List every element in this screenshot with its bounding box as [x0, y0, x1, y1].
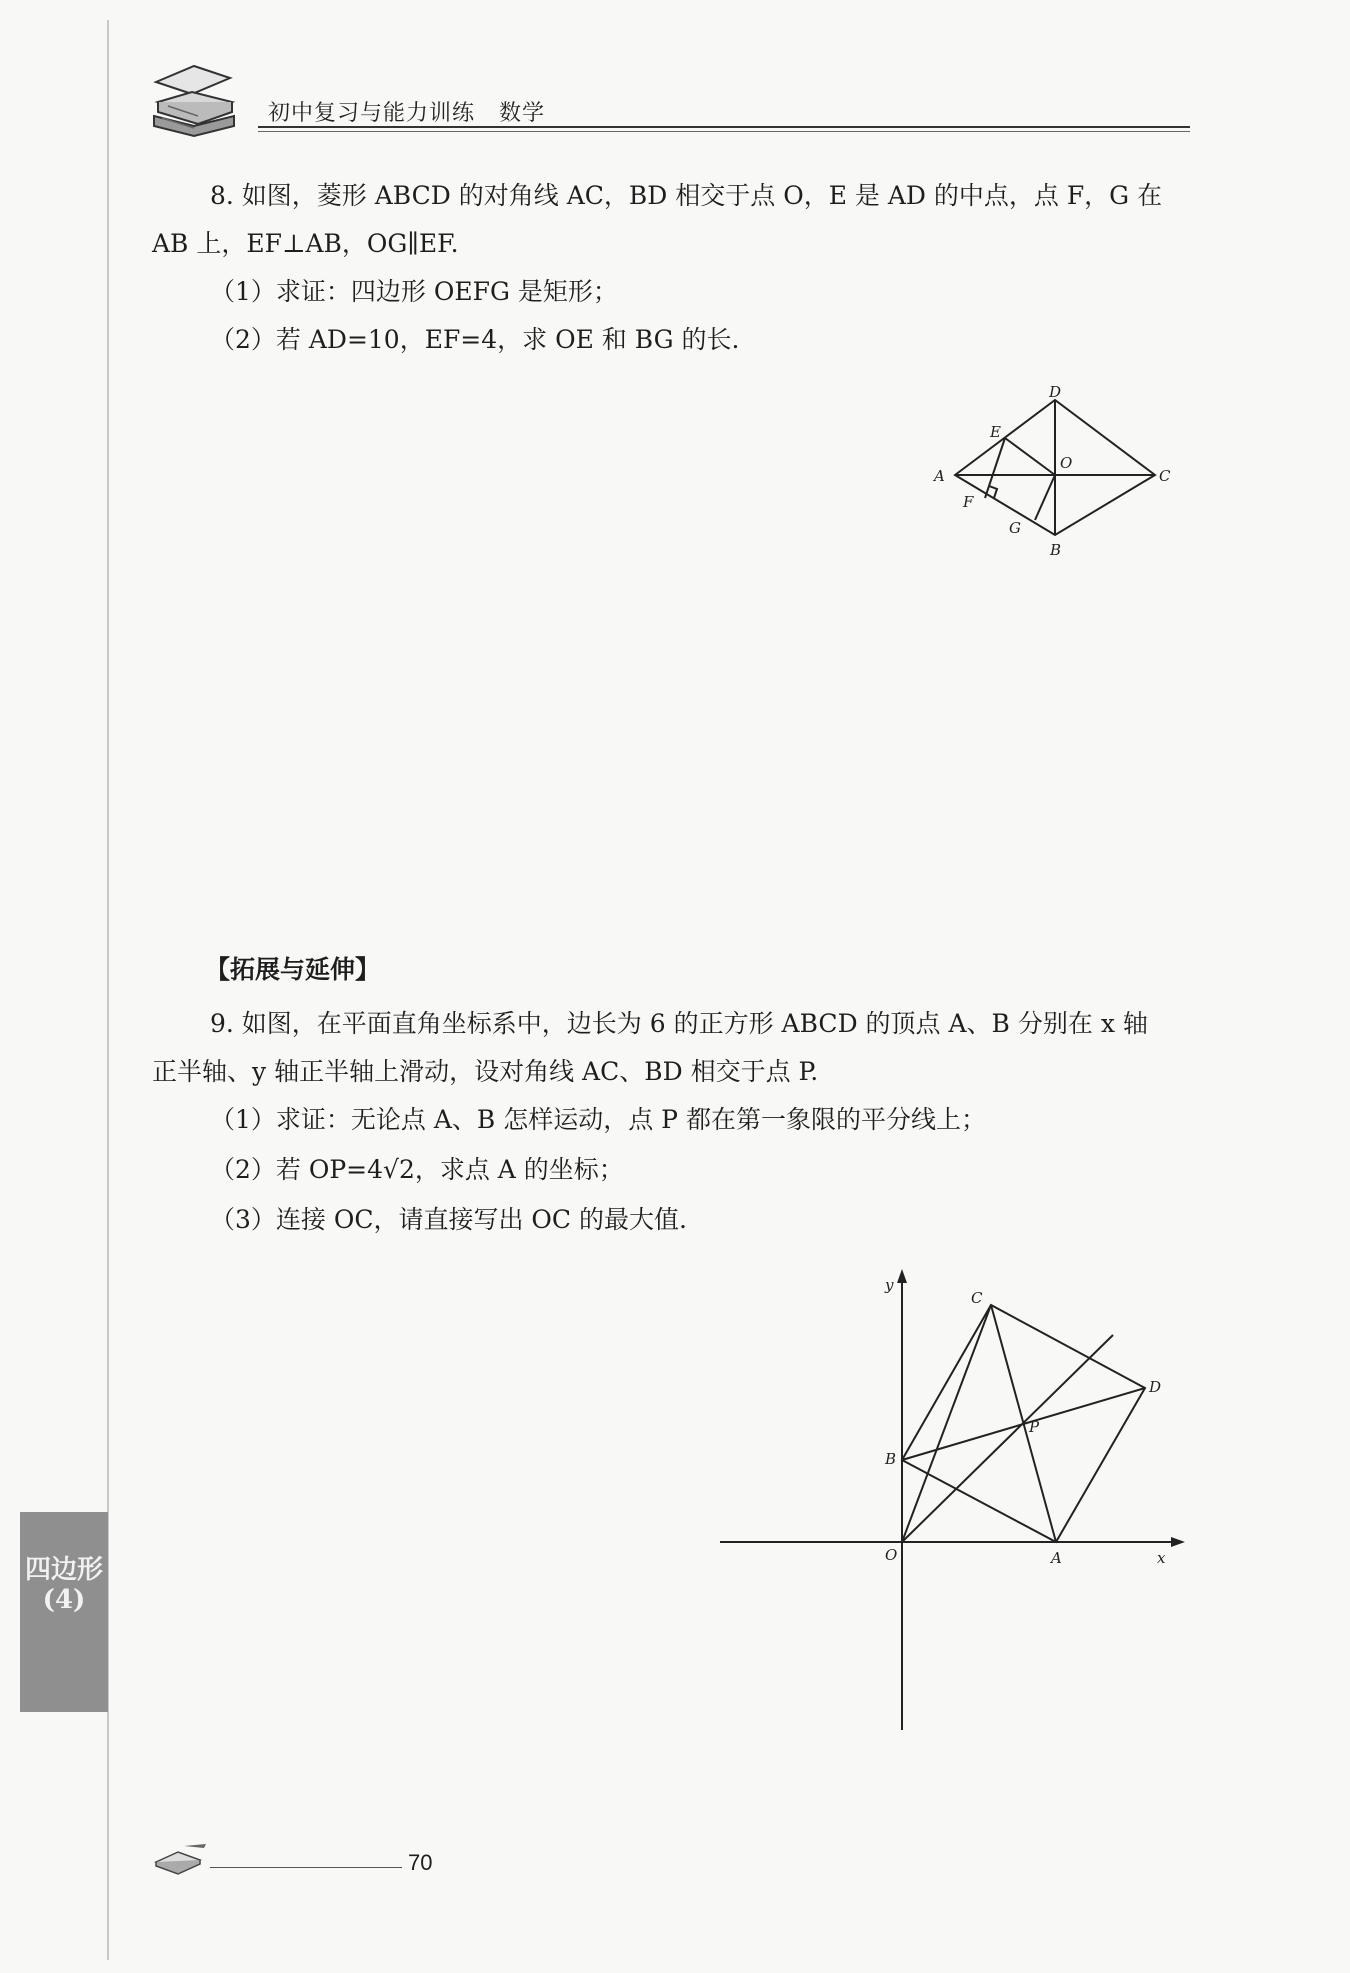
- label-O: O: [1060, 454, 1073, 472]
- label-E: E: [990, 423, 1001, 441]
- label-P: P: [1029, 1418, 1040, 1436]
- label-B: B: [1050, 541, 1062, 559]
- header-rule-thin: [258, 131, 1190, 132]
- books-icon: [148, 58, 238, 140]
- header-rule: [258, 126, 1190, 128]
- label-B: B: [885, 1450, 897, 1468]
- footer-rule: [210, 1867, 402, 1868]
- problem8-question1: （1）求证：四边形 OEFG 是矩形；: [210, 277, 618, 306]
- section-title: 【拓展与延伸】: [205, 955, 381, 984]
- label-F: F: [963, 493, 974, 511]
- label-G: G: [1009, 519, 1021, 537]
- book-pen-icon: [150, 1842, 210, 1876]
- problem8-question2: （2）若 AD=10，EF=4，求 OE 和 BG 的长.: [210, 325, 740, 354]
- problem8-line2: AB 上，EF⊥AB，OG∥EF.: [152, 229, 459, 258]
- subject-label: 数学: [499, 101, 546, 126]
- rhombus-figure: [930, 385, 1180, 565]
- label-x-axis: x: [1157, 1549, 1166, 1567]
- book-title: 初中复习与能力训练 数学: [268, 101, 546, 126]
- problem9-line1: 9. 如图，在平面直角坐标系中，边长为 6 的正方形 ABCD 的顶点 A、B 分别在 x 轴: [210, 1009, 1148, 1038]
- problem9-question1: （1）求证：无论点 A、B 怎样运动，点 P 都在第一象限的平分线上；: [210, 1105, 986, 1134]
- label-A: A: [1051, 1549, 1062, 1567]
- chapter-side-tab-label: 四边形(4): [24, 1555, 103, 1615]
- coordinate-figure: [715, 1265, 1195, 1735]
- label-C: C: [971, 1289, 983, 1307]
- label-origin: O: [885, 1546, 898, 1564]
- label-y-axis: y: [885, 1276, 894, 1294]
- problem9-question2: （2）若 OP=4√2，求点 A 的坐标；: [210, 1155, 624, 1184]
- problem9-question3: （3）连接 OC，请直接写出 OC 的最大值.: [210, 1205, 687, 1234]
- label-D: D: [1049, 385, 1062, 401]
- problem8-line1: 8. 如图，菱形 ABCD 的对角线 AC，BD 相交于点 O，E 是 AD 的中点，点 F，G 在: [210, 181, 1163, 210]
- problem9-line2: 正半轴、y 轴正半轴上滑动，设对角线 AC、BD 相交于点 P.: [152, 1057, 819, 1086]
- label-D: D: [1149, 1378, 1162, 1396]
- label-A: A: [934, 467, 945, 485]
- page-number: 70: [408, 1850, 433, 1875]
- label-C: C: [1159, 467, 1171, 485]
